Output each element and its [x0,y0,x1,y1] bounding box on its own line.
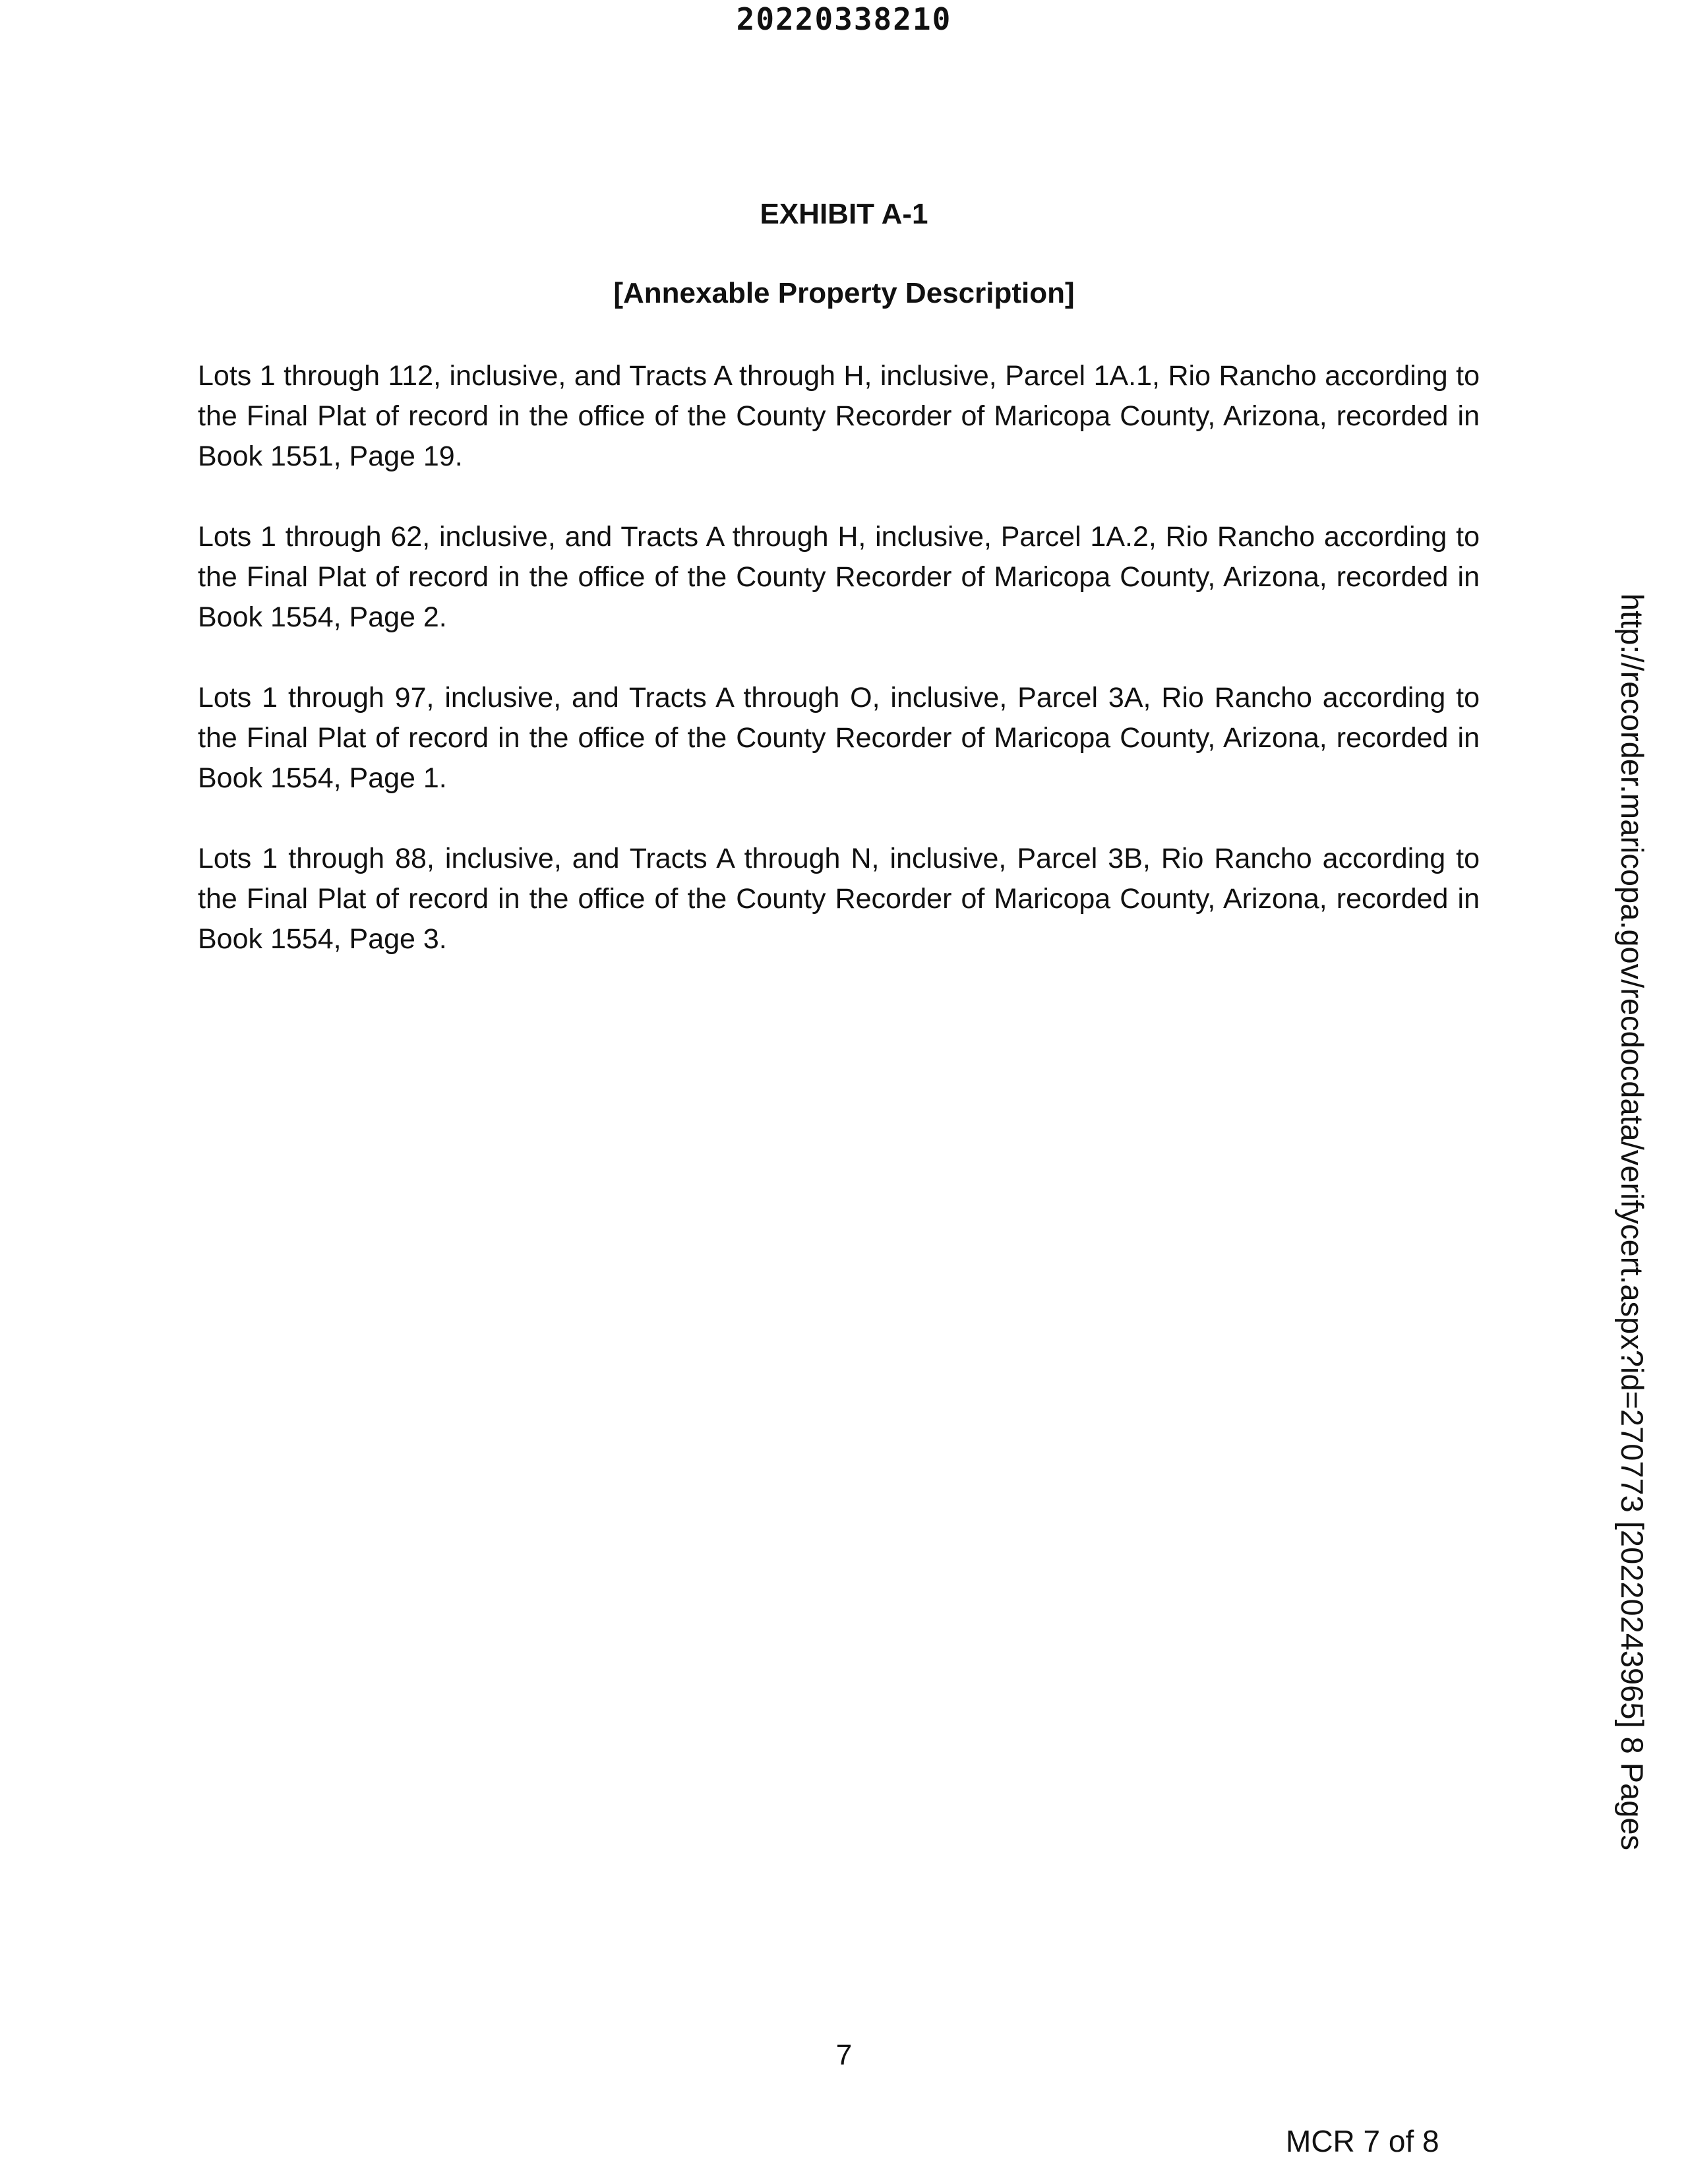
property-description-paragraph: Lots 1 through 112, inclusive, and Tracts A through H, inclusive, Parcel 1A.1, Rio Rancho according to the Final Plat of record in the office of the County Recorder of Maricopa County, Arizona, recorded in Book 1551, Page 19. [198,360,1480,472]
property-description-paragraph: Lots 1 through 62, inclusive, and Tracts A through H, inclusive, Parcel 1A.2, Rio Rancho according to the Final Plat of record in the office of the County Recorder of Maricopa County, Arizona, recorded in Book 1554, Page 2. [198,521,1480,633]
exhibit-title: EXHIBIT A-1 [760,198,928,230]
recorder-verification-url: http://recorder.maricopa.gov/recdocdata/verifycert.aspx?id=270773 [20220243965] 8 Pages [1615,593,1650,1851]
document-number: 20220338210 [736,1,952,37]
mcr-page-label: MCR 7 of 8 [1286,2124,1439,2158]
property-description-body [198,356,1480,1000]
property-description-paragraph: Lots 1 through 88, inclusive, and Tracts A through N, inclusive, Parcel 3B, Rio Rancho according to the Final Plat of record in the office of the County Recorder of Maricopa County, Arizona, recorded in Book 1554, Page 3. [198,843,1480,955]
page-number: 7 [835,2039,853,2071]
property-description-paragraph: Lots 1 through 97, inclusive, and Tracts A through O, inclusive, Parcel 3A, Rio Rancho according to the Final Plat of record in the office of the County Recorder of Maricopa County, Arizona, recorded in Book 1554, Page 1. [198,682,1480,794]
exhibit-subtitle: [Annexable Property Description] [613,277,1075,309]
